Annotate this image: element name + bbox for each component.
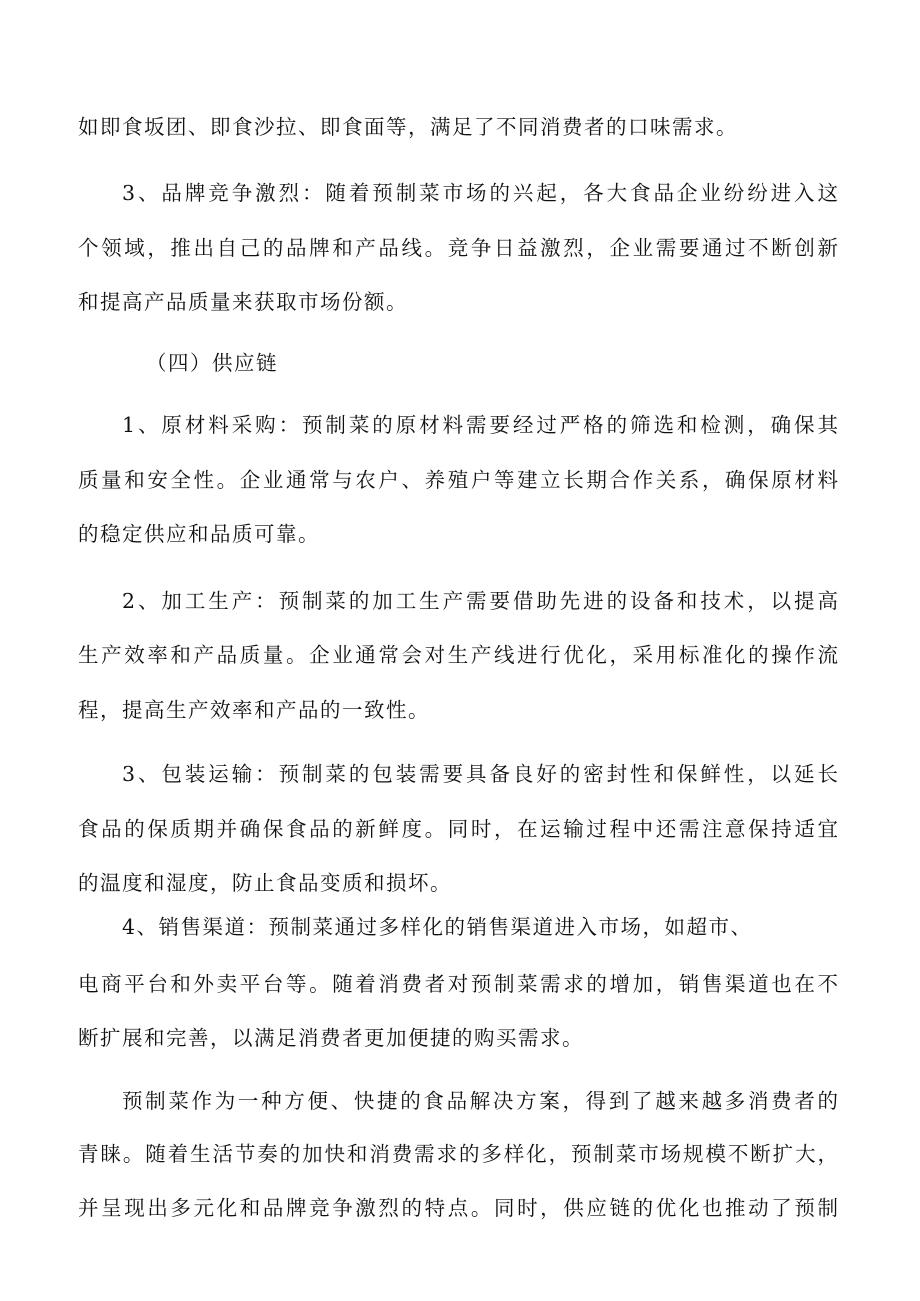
paragraph-line: 和提高产品质量来获取市场份额。: [78, 290, 408, 314]
paragraph-line: 1、原材料采购：预制菜的原材料需要经过严格的筛选和检测，确保其: [122, 413, 838, 437]
paragraph-line: 食品的保质期并确保食品的新鲜度。同时，在运输过程中还需注意保持适宜: [78, 817, 838, 841]
paragraph-line: 预制菜作为一种方便、快捷的食品解决方案，得到了越来越多消费者的: [122, 1089, 838, 1113]
paragraph-line: 4、销售渠道：预制菜通过多样化的销售渠道进入市场，如超市、: [122, 915, 753, 939]
paragraph-line: 电商平台和外卖平台等。随着消费者对预制菜需求的增加，销售渠道也在不: [78, 972, 838, 996]
paragraph-line: 3、品牌竞争激烈：随着预制菜市场的兴起，各大食品企业纷纷进入这: [122, 181, 838, 205]
paragraph-line: 2、加工生产：预制菜的加工生产需要借助先进的设备和技术，以提高: [122, 589, 838, 613]
paragraph-line: 程，提高生产效率和产品的一致性。: [78, 698, 430, 722]
paragraph-line: 3、包装运输：预制菜的包装需要具备良好的密封性和保鲜性，以延长: [122, 762, 838, 786]
paragraph-line: 质量和安全性。企业通常与农户、养殖户等建立长期合作关系，确保原材料: [78, 468, 838, 492]
paragraph-line: 的稳定供应和品质可靠。: [78, 522, 320, 546]
paragraph-line: 的温度和湿度，防止食品变质和损坏。: [78, 871, 452, 895]
paragraph-line: 断扩展和完善，以满足消费者更加便捷的购买需求。: [78, 1026, 584, 1050]
paragraph-line: 生产效率和产品质量。企业通常会对生产线进行优化，采用标准化的操作流: [78, 643, 838, 667]
paragraph-line: 如即食坂团、即食沙拉、即食面等，满足了不同消费者的口味需求。: [78, 115, 738, 139]
paragraph-line: 并呈现出多元化和品牌竞争激烈的特点。同时，供应链的优化也推动了预制: [78, 1196, 838, 1220]
section-heading: （四）供应链: [146, 351, 278, 375]
paragraph-line: 青睐。随着生活节奏的加快和消费需求的多样化，预制菜市场规模不断扩大，: [78, 1142, 838, 1166]
paragraph-line: 个领域，推出自己的品牌和产品线。竞争日益激烈，企业需要通过不断创新: [78, 236, 838, 260]
